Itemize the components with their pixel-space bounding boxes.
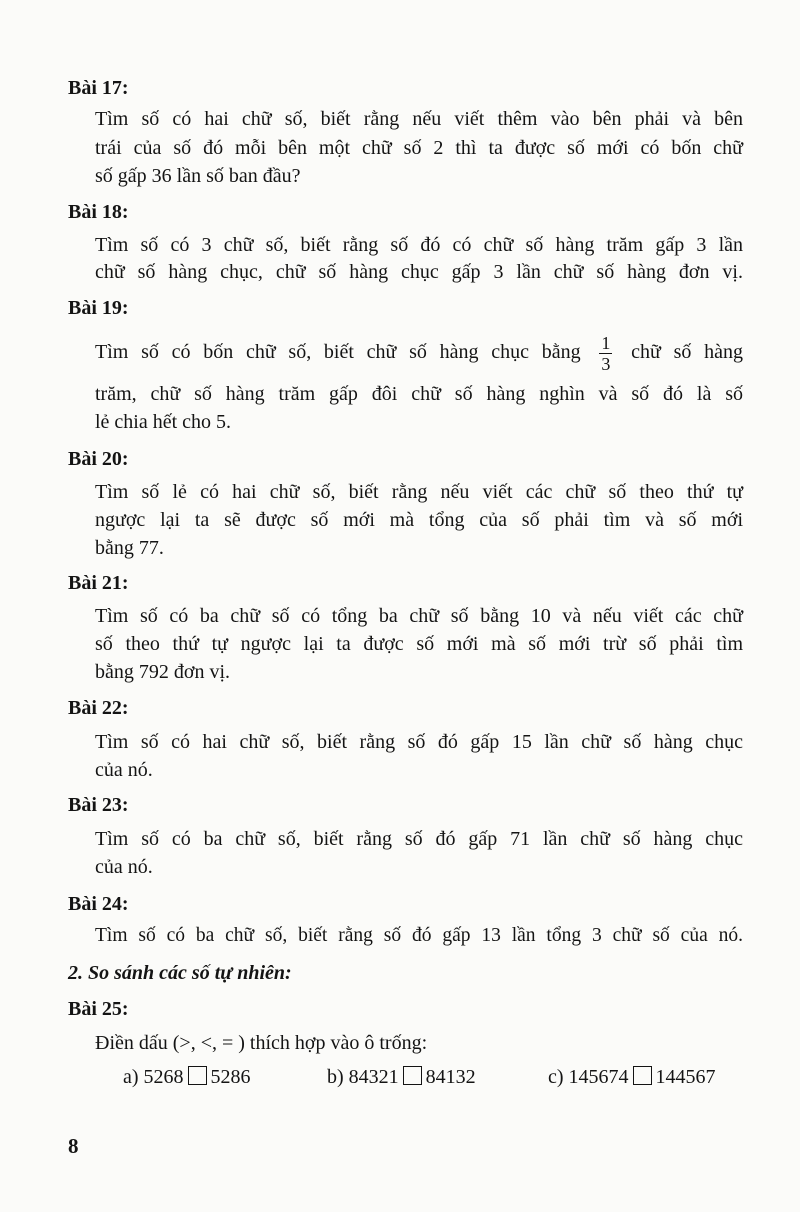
- section-title: 2. So sánh các số tự nhiên:: [68, 962, 292, 984]
- option-b-left: b) 84321: [327, 1066, 399, 1088]
- problem-19-line-2: trăm, chữ số hàng trăm gấp đôi chữ số hàng nghìn và số đó là số: [95, 383, 743, 405]
- fraction-one-third: [599, 333, 612, 374]
- option-b-right: 84132: [425, 1066, 476, 1088]
- problem-21-line-2: số theo thứ tự ngược lại ta được số mới mà số mới trừ số phải tìm: [95, 633, 743, 655]
- answer-box-b[interactable]: [403, 1066, 422, 1085]
- option-a: [123, 1064, 251, 1090]
- problem-19-text-before-fraction: Tìm số có bốn chữ số, biết chữ số hàng chục bằng: [95, 341, 581, 363]
- fraction-denominator: 3: [601, 353, 611, 374]
- option-c-left: c) 145674: [548, 1066, 629, 1088]
- problem-25-heading: Bài 25:: [68, 998, 129, 1020]
- problem-21-heading: Bài 21:: [68, 572, 129, 594]
- problem-20-line-1: Tìm số lẻ có hai chữ số, biết rằng nếu viết các chữ số theo thứ tự: [95, 481, 743, 503]
- problem-20-heading: Bài 20:: [68, 448, 129, 470]
- problem-17-heading: Bài 17:: [68, 77, 129, 99]
- problem-22-line-1: Tìm số có hai chữ số, biết rằng số đó gấp 15 lần chữ số hàng chục: [95, 731, 743, 753]
- problem-23-line-1: Tìm số có ba chữ số, biết rằng số đó gấp 71 lần chữ số hàng chục: [95, 828, 743, 850]
- problem-23-heading: Bài 23:: [68, 794, 129, 816]
- problem-17-line-1: Tìm số có hai chữ số, biết rằng nếu viết thêm vào bên phải và bên: [95, 108, 743, 130]
- option-a-left: a) 5268: [123, 1066, 184, 1088]
- problem-17-line-3: số gấp 36 lần số ban đầu?: [95, 165, 301, 187]
- problem-19-line-1: [95, 326, 743, 378]
- problem-18-heading: Bài 18:: [68, 201, 129, 223]
- problem-23-line-2: của nó.: [95, 856, 153, 878]
- answer-box-a[interactable]: [188, 1066, 207, 1085]
- answer-box-c[interactable]: [633, 1066, 652, 1085]
- problem-18-line-2: chữ số hàng chục, chữ số hàng chục gấp 3 lần chữ số hàng đơn vị.: [95, 261, 743, 283]
- problem-21-line-1: Tìm số có ba chữ số có tổng ba chữ số bằng 10 và nếu viết các chữ: [95, 605, 743, 627]
- problem-24-line-1: Tìm số có ba chữ số, biết rằng số đó gấp 13 lần tổng 3 chữ số của nó.: [95, 925, 743, 946]
- option-b: [327, 1064, 476, 1090]
- problem-19-text-after-fraction: chữ số hàng: [631, 341, 743, 363]
- problem-20-line-3: bằng 77.: [95, 537, 164, 559]
- page-number: 8: [68, 1134, 79, 1158]
- problem-19-line-3: lẻ chia hết cho 5.: [95, 411, 232, 433]
- problem-18-line-1: Tìm số có 3 chữ số, biết rằng số đó có chữ số hàng trăm gấp 3 lần: [95, 234, 743, 256]
- option-c-right: 144567: [655, 1066, 716, 1088]
- problem-19-heading: Bài 19:: [68, 297, 129, 319]
- problem-22-line-2: của nó.: [95, 759, 153, 781]
- problem-22-heading: Bài 22:: [68, 697, 129, 719]
- option-c: [548, 1064, 716, 1090]
- problem-21-line-3: bằng 792 đơn vị.: [95, 661, 231, 683]
- problem-17-line-2: trái của số đó mỗi bên một chữ số 2 thì ta được số mới có bốn chữ: [95, 137, 743, 159]
- problem-24-heading: Bài 24:: [68, 893, 129, 915]
- problem-25-instruction: Điền dấu (>, <, = ) thích hợp vào ô trống:: [95, 1032, 428, 1054]
- option-a-right: 5286: [210, 1066, 251, 1088]
- fraction-numerator: 1: [601, 332, 611, 353]
- problem-20-line-2: ngược lại ta sẽ được số mới mà tổng của số phải tìm và số mới: [95, 509, 743, 531]
